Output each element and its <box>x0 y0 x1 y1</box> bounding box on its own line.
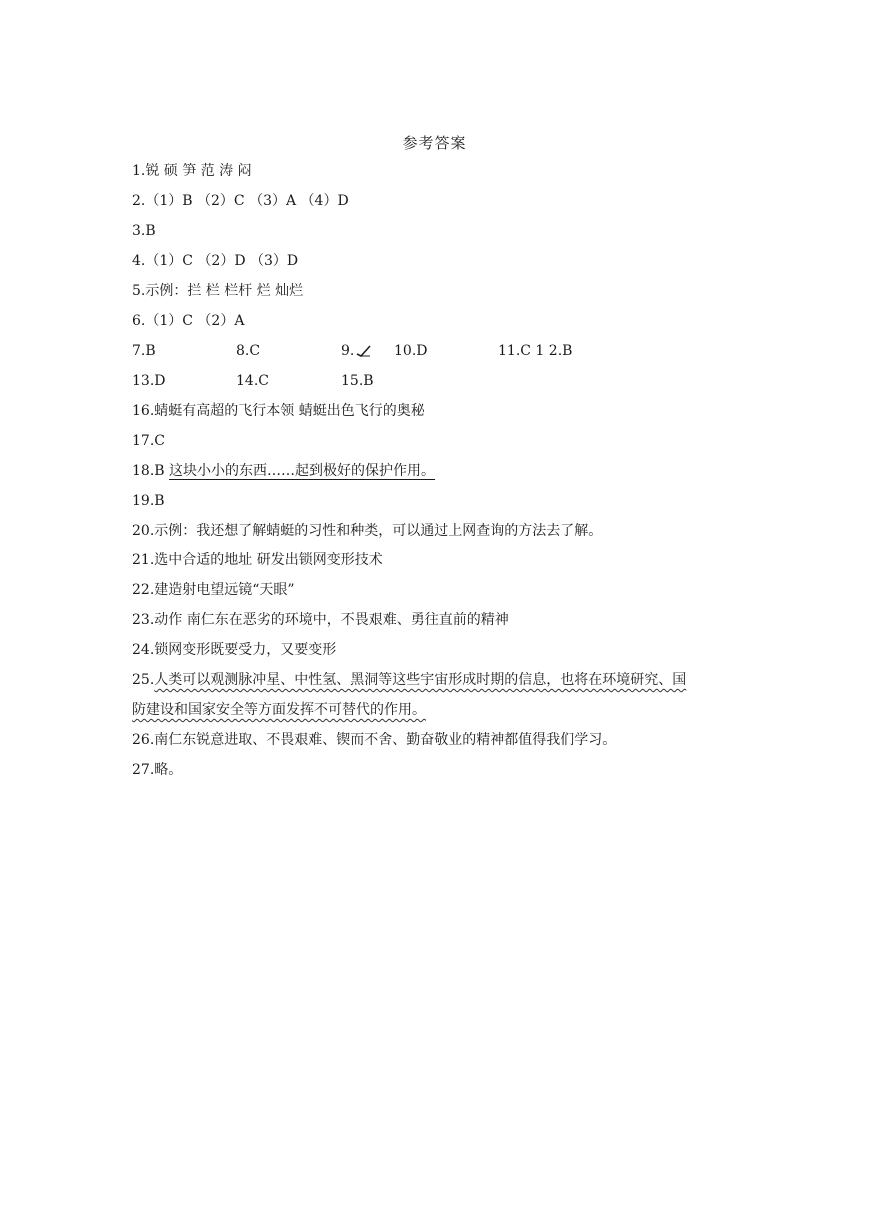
answer-15: 15.B <box>341 373 374 389</box>
answer-10: 10.D <box>394 343 428 359</box>
answer-25-prefix: 25. <box>132 672 155 688</box>
answer-line-25 <box>132 669 686 691</box>
answer-line-25-cont <box>132 699 426 721</box>
answer-line-4: 4.（1）C （2）D （3）D <box>132 253 299 269</box>
answer-25-wavy-text-1: 人类可以观测脉冲星、中性氢、黑洞等这些宇宙形成时期的信息，也将在环境研究、国 <box>154 672 687 688</box>
answer-14: 14.C <box>236 373 269 389</box>
answer-line-21: 21.选中合适的地址 研发出锁网变形技术 <box>132 552 383 568</box>
answer-line-1: 1.锐 硕 笋 范 涛 闷 <box>132 163 252 179</box>
answer-line-5: 5.示例：拦 栏 栏杆 烂 灿烂 <box>132 283 304 299</box>
answer-25-wavy-text-2: 防建设和国家安全等方面发挥不可替代的作用。 <box>132 702 426 718</box>
answer-row-7-12 <box>132 340 732 362</box>
answer-line-22: 22.建造射电望远镜“天眼” <box>132 582 295 598</box>
answer-line-24: 24.锁网变形既要受力，又要变形 <box>132 642 337 658</box>
answer-line-6: 6.（1）C （2）A <box>132 313 245 329</box>
page-title: 参考答案 <box>402 134 467 152</box>
answer-18-prefix: 18.B <box>132 463 170 479</box>
answer-line-3: 3.B <box>132 223 156 239</box>
answer-row-13-15 <box>132 370 532 392</box>
answer-9-label: 9. <box>341 343 355 359</box>
answer-line-27: 27.略。 <box>132 762 183 778</box>
answer-line-18 <box>132 460 435 482</box>
checkmark-icon <box>356 345 372 357</box>
answer-13: 13.D <box>132 373 166 389</box>
answer-line-26: 26.南仁东锐意进取、不畏艰难、锲而不舍、勤奋敬业的精神都值得我们学习。 <box>132 732 617 748</box>
answer-7: 7.B <box>132 343 156 359</box>
answer-line-23: 23.动作 南仁东在恶劣的环境中，不畏艰难、勇往直前的精神 <box>132 612 509 628</box>
answer-8: 8.C <box>236 343 261 359</box>
answer-18-underlined-quote: 这块小小的东西……起到极好的保护作用。 <box>169 463 436 479</box>
answer-line-2: 2.（1）B （2）C （3）A （4）D <box>132 193 349 209</box>
answer-line-17: 17.C <box>132 433 165 449</box>
answer-11-12: 11.C 1 2.B <box>498 343 573 359</box>
answer-9 <box>341 340 372 362</box>
answer-line-19: 19.B <box>132 493 165 509</box>
answer-line-16: 16.蜻蜓有高超的飞行本领 蜻蜓出色飞行的奥秘 <box>132 403 425 419</box>
answer-line-20: 20.示例：我还想了解蜻蜓的习性和种类，可以通过上网查询的方法去了解。 <box>132 523 603 539</box>
